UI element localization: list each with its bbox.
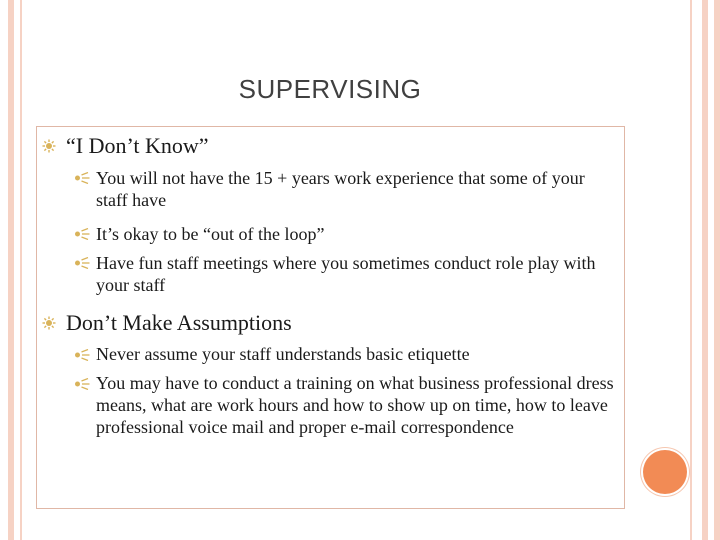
sun-ray-bullet-icon <box>74 228 90 240</box>
slide-title: SUPERVISING <box>238 74 422 104</box>
sun-bullet-icon <box>42 139 56 153</box>
sun-bullet-icon <box>42 316 56 330</box>
bullet-item: You may have to conduct a training on what business professional dress means, what are work hours and how to show up on time, how to leave professional voice mail and proper e-mail correspondence <box>96 373 614 437</box>
bullet-item: It’s okay to be “out of the loop” <box>96 224 325 244</box>
slide-frame-edge-right <box>714 0 720 540</box>
decorative-orb <box>643 450 687 494</box>
slide-frame-line-right <box>690 0 692 540</box>
section-heading: “I Don’t Know” <box>66 133 209 158</box>
bullet-item: Have fun staff meetings where you sometimes conduct role play with your staff <box>96 253 596 295</box>
sun-ray-bullet-icon <box>74 349 90 361</box>
sun-ray-bullet-icon <box>74 257 90 269</box>
sun-ray-bullet-icon <box>74 378 90 390</box>
bullet-item: You will not have the 15 + years work experience that some of your staff have <box>96 168 585 210</box>
section-heading: Don’t Make Assumptions <box>66 310 292 335</box>
bullet-item: Never assume your staff understands basic etiquette <box>96 344 470 364</box>
sun-ray-bullet-icon <box>74 172 90 184</box>
